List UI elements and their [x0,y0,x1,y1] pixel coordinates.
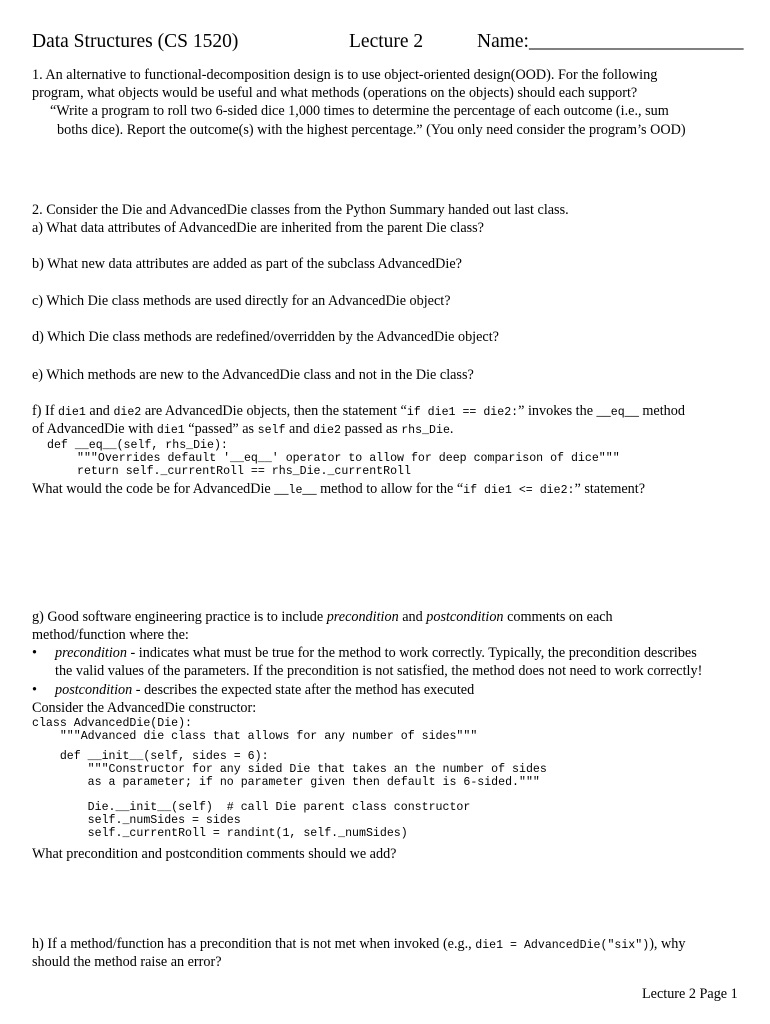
q2b-question: b) What new data attributes are added as part of the subclass AdvancedDie? [32,256,462,272]
q1-line-1: 1. An alternative to functional-decomposition design is to use object-oriented design(OOD). For the following [32,67,658,83]
q2f-text: and [285,421,314,437]
q2d-question: d) Which Die class methods are redefined/overridden by the AdvancedDie object? [32,329,499,345]
q2g-line-2: method/function where the: [32,627,189,643]
q2f-text: ” statement? [574,481,646,497]
precondition-bullet-line-2: the valid values of the parameters. If the precondition is not satisfied, the method does not need to work correctly! [55,663,703,679]
q2f-text: __ method to allow for the “ [302,481,464,497]
precondition-text: - indicates what must be true for the method to work correctly. Typically, the precondition describes [126,645,697,661]
q2f-code-if-le: if die1 <= die2: [463,484,575,497]
q2f-line-2 [32,420,453,440]
q1-quote-line-1: “Write a program to roll two 6-sided dice 1,000 times to determine the percentage of each outcome (i.e., sum [50,103,669,119]
q2-intro: 2. Consider the Die and AdvancedDie classes from the Python Summary handed out last class. [32,202,569,218]
constructor-code-line: self._currentRoll = randint(1, self._numSides) [32,827,408,840]
q2g-text: comments on each [503,609,613,625]
q2f-text: of AdvancedDie with [32,421,157,437]
q2f-code-eq: eq [610,406,625,419]
constructor-code-line: class AdvancedDie(Die): [32,717,193,730]
constructor-code-line: """Advanced die class that allows for any number of sides""" [32,730,478,743]
q2g-term-precondition: precondition [326,609,399,625]
q2f-code-if: if die1 == die2: [406,406,519,419]
q2f-line-1 [32,402,685,422]
bullet-icon: • [32,682,37,698]
q2f-text: passed as [340,421,402,437]
course-title: Data Structures (CS 1520) [32,31,239,52]
q2f-text: and [85,403,114,419]
q2f-code-rhs: rhs_Die [401,424,450,437]
q1-quote-line-2: boths dice). Report the outcome(s) with the highest percentage.” (You only need consider the program’s OOD) [57,122,686,138]
q2h-code: die1 = AdvancedDie("six") [475,939,650,952]
q1-line-2: program, what objects would be useful and what methods (operations on the objects) should each support? [32,85,638,101]
q2e-question: e) Which methods are new to the AdvancedDie class and not in the Die class? [32,367,474,383]
precondition-bullet-line-1 [55,644,697,662]
constructor-code-line: Die.__init__(self) # call Die parent class constructor [32,801,471,814]
q2h-text: h) If a method/function has a precondition that is not met when invoked (e.g., [32,936,476,952]
q2g-term-postcondition: postcondition [426,609,504,625]
q2f-code-die2: die2 [113,406,142,419]
q2g-question: What precondition and postcondition comments should we add? [32,846,397,862]
q2f-text: “passed” as [184,421,258,437]
q2f-text: . [449,421,454,437]
q2h-text: ), why [649,936,686,952]
precondition-term: precondition [55,645,127,661]
constructor-code-line: self._numSides = sides [32,814,241,827]
q2a-question: a) What data attributes of AdvancedDie are inherited from the parent Die class? [32,220,484,236]
postcondition-text: - describes the expected state after the method has executed [132,682,475,698]
q2f-text: ” invokes the __ [518,403,611,419]
postcondition-term: postcondition [55,682,133,698]
q2f-text: f) If [32,403,58,419]
eq-code-line-1: def __eq__(self, rhs_Die): [47,439,228,452]
postcondition-bullet [55,681,474,699]
page-number: Lecture 2 Page 1 [642,986,738,1002]
q2f-code-die1: die1 [156,424,185,437]
lecture-label: Lecture 2 [349,31,424,52]
q2g-line-1 [32,608,613,626]
eq-code-line-3: return self._currentRoll == rhs_Die._currentRoll [77,465,411,478]
q2f-code-die1: die1 [58,406,86,419]
q2f-question [32,480,645,500]
q2c-question: c) Which Die class methods are used directly for an AdvancedDie object? [32,293,451,309]
eq-code-line-2: """Overrides default '__eq__' operator to allow for deep comparison of dice""" [77,452,620,465]
constructor-code-line: as a parameter; if no parameter given then default is 6-sided.""" [32,776,540,789]
name-label: Name: [477,31,529,52]
q2f-text: __ method [624,403,685,419]
q2h-line-2: should the method raise an error? [32,954,222,970]
q2f-code-die2: die2 [313,424,341,437]
q2f-code-le: le [288,484,303,497]
constructor-code-line: """Constructor for any sided Die that takes an the number of sides [32,763,547,776]
bullet-icon: • [32,645,37,661]
q2f-text: are AdvancedDie objects, then the statement “ [141,403,407,419]
q2g-text: and [398,609,427,625]
q2h-line-1 [32,935,685,955]
q2g-constructor-intro: Consider the AdvancedDie constructor: [32,700,257,716]
q2g-text: g) Good software engineering practice is to include [32,609,327,625]
constructor-code-line: def __init__(self, sides = 6): [32,750,269,763]
q2f-code-self: self [257,424,286,437]
q2f-text: What would the code be for AdvancedDie __ [32,481,289,497]
name-field [477,30,743,54]
name-blank: ______________________ [528,31,744,52]
